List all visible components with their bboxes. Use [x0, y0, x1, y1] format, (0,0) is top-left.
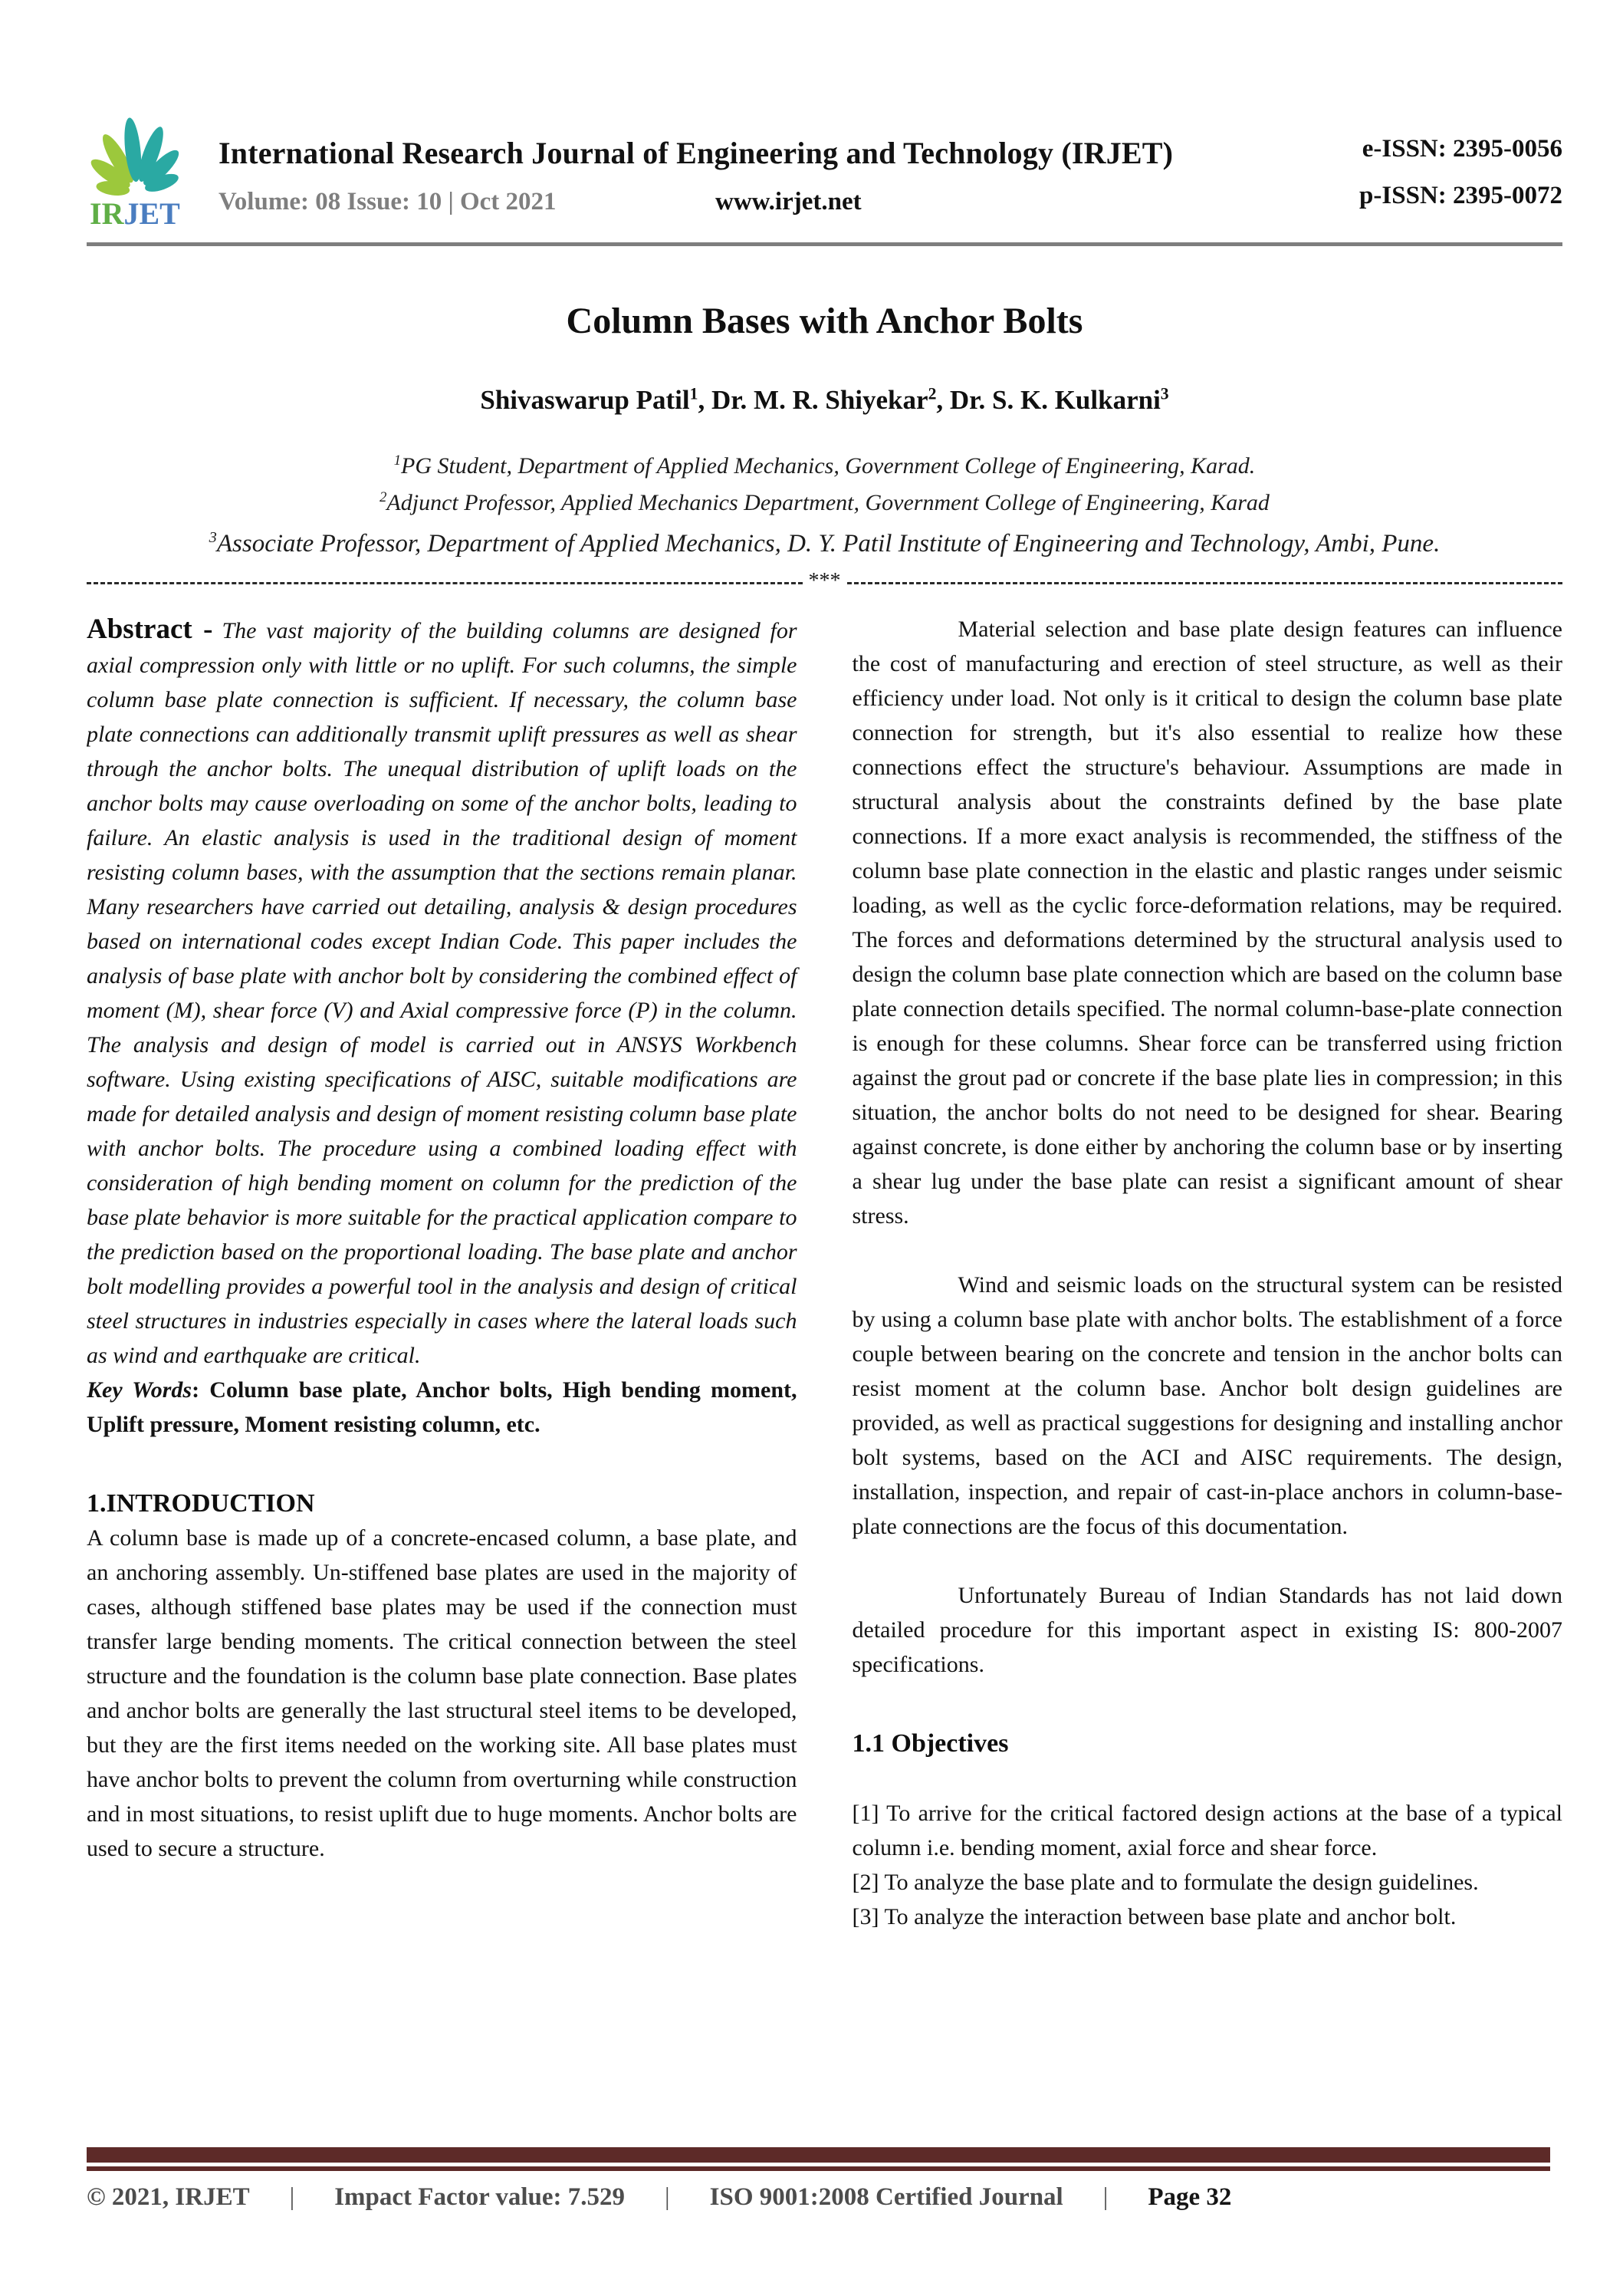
volume-issue: Volume: 08 Issue: 10 | Oct 2021 [218, 188, 557, 215]
irjet-leaf-logo-icon [87, 113, 194, 229]
keywords-paragraph [87, 1373, 797, 1442]
abstract-paragraph [87, 612, 797, 1373]
svg-text:IRJET [90, 196, 180, 229]
irjet-logo [87, 113, 194, 229]
affiliation-3 [135, 525, 1515, 563]
footer-pipe-3: | [1102, 2183, 1109, 2211]
author-1-sup: 1 [689, 384, 698, 403]
right-paragraph-2: Wind and seismic loads on the structural system can be resisted by using a column base plate with anchor bolts. The establishment of a force couple between bearing on the concrete and tension in the anchor bolts can resist moment at the column base. Anchor bolt design guidelines are provided, as well as practical suggestions for designing and installing anchor bolt systems, based on the ACI and AISC requirements. The design, installation, inspection, and repair of cast-in-place anchors in column-base-plate connections are the focus of this documentation. [852, 1272, 1562, 1539]
footer-page-number: Page 32 [1148, 2183, 1232, 2211]
right-paragraph-1: Material selection and base plate design features can influence the cost of manufacturing and erection of steel structure, as well as their efficiency under load. Not only is it critical to design the column base plate connection for strength, but it's also essential to realize how these connections effect the structure's behaviour. Assumptions are made in structural analysis about the constraints defined by the base plate connections. If a more exact analysis is recommended, the stiffness of the column base plate connection in the elastic and plastic ranges under seismic loading, as well as the cyclic force-deformation relations, may be required. The forces and deformations determined by the structural analysis used to design the column base plate connection which are based on the column base plate connection details specified. The normal column-base-plate connection is enough for these columns. Shear force can be transferred using friction against the grout pad or concrete if the base plate lies in compression; in this situation, the anchor bolts do not need to be designed for shear. Bearing against concrete, is done either by anchoring the column base or by inserting a shear lug under the base plate can resist a significant amount of shear stress. [852, 617, 1562, 1229]
right-paragraph-3: Unfortunately Bureau of Indian Standards has not laid down detailed procedure for this important aspect in existing IS: 800-2007 specifications. [852, 1583, 1562, 1677]
separator-stars: *** [808, 569, 841, 593]
affiliation-1-sup: 1 [393, 452, 402, 469]
affiliations [87, 448, 1562, 563]
objectives-list [853, 1796, 1563, 1934]
header-rule [87, 242, 1562, 246]
issn-block [1359, 113, 1562, 210]
objectives-heading: 1.1 Objectives [852, 1729, 1009, 1758]
footer-impact-factor: Impact Factor value: 7.529 [334, 2183, 626, 2211]
affiliation-2-text: Adjunct Professor, Applied Mechanics Department, Government College of Engineering, Karad [386, 490, 1270, 515]
separator-dash-left [87, 582, 803, 584]
journal-name: International Research Journal of Engineering and Technology (IRJET) [218, 136, 1174, 170]
right-column [853, 612, 1563, 2129]
footer-pipe-1: | [289, 2183, 295, 2211]
header-middle [218, 113, 1359, 222]
footer-certification: ISO 9001:2008 Certified Journal [709, 2183, 1063, 2211]
separator-dash-right [847, 582, 1563, 584]
introduction-paragraph: A column base is made up of a concrete-encased column, a base plate, and an anchoring assembly. Un-stiffened base plates are used in the majority of cases, although stiffened base plates may be used if the connection must transfer large bending moments. The critical connection between the steel structure and the foundation is the column base plate connection. Base plates and anchor bolts are generally the last structural steel items to be developed, but they are the first items needed on the working site. All base plates must have anchor bolts to prevent the column from overturning while construction and in most situations, to resist uplift due to huge moments. Anchor bolts are used to secure a structure. [87, 1525, 797, 1861]
affiliation-3-sup: 3 [209, 529, 217, 546]
logo-text-ir: IR [90, 196, 124, 229]
keywords-text: : Column base plate, Anchor bolts, High bending moment, Uplift pressure, Moment resisting column, etc. [87, 1377, 797, 1437]
objective-item-3: [3] To analyze the interaction between base plate and anchor bolt. [852, 1904, 1457, 1929]
two-column-body [87, 612, 1562, 2129]
footer-bar-thick [87, 2147, 1550, 2163]
footer-text-row [87, 2183, 1550, 2212]
left-column [87, 612, 797, 2129]
author-3-sup: 3 [1160, 384, 1169, 403]
footer-bar-thin [87, 2166, 1550, 2171]
author-2: , Dr. M. R. Shiyekar [698, 385, 928, 415]
footer-pipe-2: | [665, 2183, 670, 2211]
logo-text-jet: JET [123, 196, 180, 229]
page-content [87, 0, 1562, 2129]
authors-line [87, 385, 1562, 416]
affiliation-2 [87, 485, 1562, 521]
affiliation-2-sup: 2 [379, 489, 387, 505]
footer-copyright: © 2021, IRJET [87, 2183, 250, 2211]
keywords-label: Key Words [87, 1377, 192, 1403]
author-3: , Dr. S. K. Kulkarni [936, 385, 1161, 415]
author-2-sup: 2 [928, 384, 937, 403]
p-issn: p-ISSN: 2395-0072 [1359, 182, 1562, 209]
author-1: Shivaswarup Patil [480, 385, 690, 415]
header-row2 [218, 188, 1359, 222]
introduction-heading: 1.INTRODUCTION [87, 1489, 315, 1518]
section-separator [87, 571, 1562, 592]
paper-title: Column Bases with Anchor Bolts [566, 301, 1083, 341]
affiliation-1 [87, 448, 1562, 485]
objective-item-1: [1] To arrive for the critical factored design actions at the base of a typical column i.e. bending moment, axial force and shear force. [852, 1801, 1562, 1860]
e-issn: e-ISSN: 2395-0056 [1362, 135, 1562, 163]
page-footer [87, 2147, 1550, 2212]
objective-item-2: [2] To analyze the base plate and to formulate the design guidelines. [852, 1870, 1479, 1895]
affiliation-1-text: PG Student, Department of Applied Mechanics, Government College of Engineering, Karad. [401, 453, 1256, 479]
abstract-label: Abstract - [87, 613, 213, 645]
abstract-text: The vast majority of the building columns are designed for axial compression only with little or no uplift. For such columns, the simple column base plate connection is sufficient. If necessary, the column base plate connections can additionally transmit uplift pressures as well as shear through the anchor bolts. The unequal distribution of uplift loads on the anchor bolts may cause overloading on some of the anchor bolts, leading to failure. An elastic analysis is used in the traditional design of moment resisting column bases, with the assumption that the sections remain planar. Many researchers have carried out detailing, analysis & design procedures based on international codes except Indian Code. This paper includes the analysis of base plate with anchor bolt by considering the combined effect of moment (M), shear force (V) and Axial compressive force (P) in the column. The analysis and design of model is carried out in ANSYS Workbench software. Using existing specifications of AISC, suitable modifications are made for detailed analysis and design of moment resisting column base plate with anchor bolts. The procedure using a combined loading effect with consideration of high bending moment on column for the prediction of the base plate behavior is more suitable for the practical application compare to the prediction based on the proportional loading. The base plate and anchor bolt modelling provides a powerful tool in the analysis and design of critical steel structures in industries especially in cases where the lateral loads such as wind and earthquake are critical. [87, 618, 797, 1368]
journal-website: www.irjet.net [715, 188, 862, 215]
journal-header [87, 113, 1562, 229]
affiliation-3-text: Associate Professor, Department of Applied Mechanics, D. Y. Patil Institute of Engineering and Technology, Ambi, Pune. [216, 530, 1441, 558]
